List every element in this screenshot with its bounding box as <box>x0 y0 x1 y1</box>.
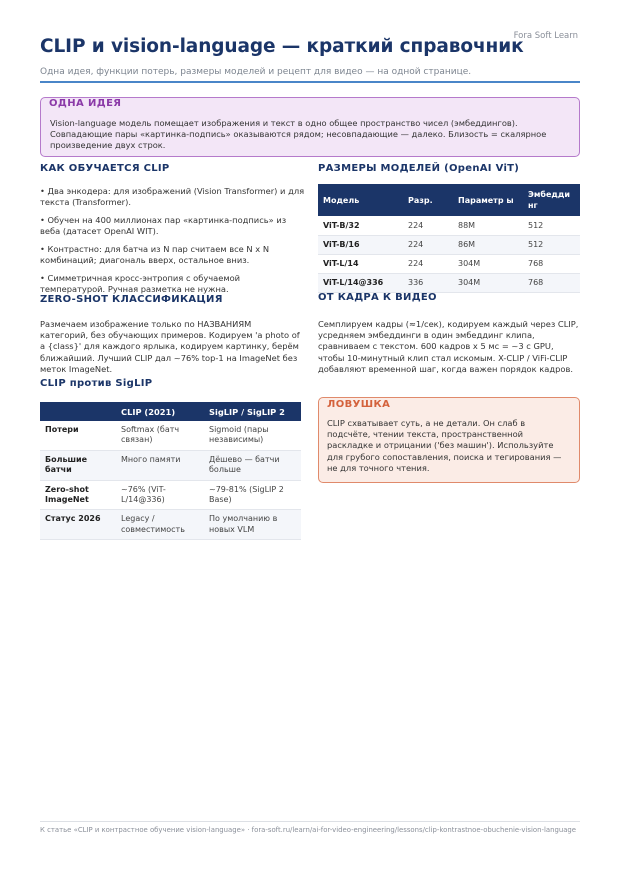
idea-text: Vision-language модель помещает изображения и текст в одно общее пространство чисел (эмбеддингов). Совпадающие пары «картинка-подпись» оказываются рядом; несовпадающие — далеко. Близость = скалярное произведение двух строк. <box>50 118 547 151</box>
table-cell: 512 <box>523 235 580 254</box>
idea-title: ОДНА ИДЕЯ <box>49 98 122 109</box>
table-row <box>40 480 301 510</box>
table-cell: Статус 2026 <box>40 510 116 540</box>
trap-text: CLIP схватывает суть, а не детали. Он слаб в подсчёте, чтении текста, пространственной раскладке и отрицании ('без машин'). Используйте для грубого сопоставления, поиска и тегирования — не для точного чтения. <box>327 418 562 473</box>
table-header-row <box>40 402 301 421</box>
table-cell: Softmax (батч связан) <box>116 421 204 450</box>
table-cell: 336 <box>403 273 453 292</box>
table-cell: ViT-B/32 <box>318 216 403 235</box>
compare-table <box>40 402 301 540</box>
table-cell: ~79-81% (SigLIP 2 Base) <box>204 480 301 510</box>
table-row <box>318 254 580 273</box>
table-header-row <box>318 184 580 216</box>
table-header: CLIP (2021) <box>116 402 204 421</box>
table-header: Эмбедди нг <box>523 184 580 216</box>
video-heading: ОТ КАДРА К ВИДЕО <box>318 292 437 303</box>
table-cell: Sigmoid (пары независимы) <box>204 421 301 450</box>
table-row <box>318 216 580 235</box>
list-item: • Обучен на 400 миллионах пар «картинка-подпись» из веба (датасет OpenAI WIT). <box>40 215 287 237</box>
table-cell: 224 <box>403 254 453 273</box>
table-cell: Legacy / совместимость <box>116 510 204 540</box>
table-cell: Дёшево — батчи больше <box>204 450 301 480</box>
zeroshot-heading: ZERO-SHOT КЛАССИФИКАЦИЯ <box>40 294 223 305</box>
table-cell: 304M <box>453 254 523 273</box>
table-cell: 88M <box>453 216 523 235</box>
header-divider <box>40 81 580 83</box>
sizes-heading: РАЗМЕРЫ МОДЕЛЕЙ (OpenAI ViT) <box>318 163 520 174</box>
idea-callout <box>40 97 580 157</box>
trap-title: ЛОВУШКА <box>327 399 391 410</box>
table-header: Разр. <box>403 184 453 216</box>
table-cell: Много памяти <box>116 450 204 480</box>
table-cell: 768 <box>523 254 580 273</box>
list-item: • Два энкодера: для изображений (Vision Transformer) и для текста (Transformer). <box>40 186 305 208</box>
table-cell: Потери <box>40 421 116 450</box>
trap-callout <box>318 397 580 483</box>
table-cell: 768 <box>523 273 580 292</box>
table-header: Параметр ы <box>453 184 523 216</box>
table-row <box>40 421 301 450</box>
page-title: CLIP и vision-language — краткий справочник <box>40 36 524 57</box>
brand-label: Fora Soft Learn <box>513 31 578 41</box>
zeroshot-text: Размечаем изображение только по НАЗВАНИЯМ категорий, без обучающих примеров. Кодируем 'a photo of a {class}' для каждого ярлыка, кодируем картинку, берём ближайший. Лучший CLIP дал ~76% top-1 на ImageNet без меток ImageNet. <box>40 319 300 374</box>
video-text: Семплируем кадры (≈1/сек), кодируем каждый через CLIP, усредняем эмбеддинги в один эмбеддинг клипа, сравниваем с текстом. 600 кадров x 5 мс = ~3 с GPU, чтобы 10-минутный клип стал искомым. X-CLIP / ViFi-CLIP добавляют временной шаг, когда важен порядок кадров. <box>318 319 579 374</box>
table-cell: 512 <box>523 216 580 235</box>
table-header <box>40 402 116 421</box>
table-cell: ViT-L/14@336 <box>318 273 403 292</box>
table-cell: ViT-L/14 <box>318 254 403 273</box>
training-heading: КАК ОБУЧАЕТСЯ CLIP <box>40 163 170 174</box>
table-row <box>40 450 301 480</box>
compare-heading: CLIP против SigLIP <box>40 378 153 389</box>
table-header: Модель <box>318 184 403 216</box>
table-cell: ViT-B/16 <box>318 235 403 254</box>
footer-source: К статье «CLIP и контрастное обучение vision-language» · fora-soft.ru/learn/ai-for-video-engineering/lessons/clip-kontrastnoe-obuchenie-vision-language <box>40 826 577 834</box>
footer-divider <box>40 821 580 822</box>
list-item: • Контрастно: для батча из N пар считаем все N x N комбинаций; диагональ вверх, остальное вниз. <box>40 244 270 266</box>
table-row <box>318 273 580 292</box>
table-cell: Большие батчи <box>40 450 116 480</box>
table-cell: Zero-shot ImageNet <box>40 480 116 510</box>
page-subtitle: Одна идея, функции потерь, размеры моделей и рецепт для видео — на одной странице. <box>40 67 472 77</box>
list-item: • Симметричная кросс-энтропия с обучаемой температурой. Ручная разметка не нужна. <box>40 273 241 295</box>
table-cell: ~76% (ViT-L/14@336) <box>116 480 204 510</box>
training-list <box>40 186 305 302</box>
table-cell: По умолчанию в новых VLM <box>204 510 301 540</box>
sizes-table <box>318 184 580 293</box>
table-header: SigLIP / SigLIP 2 <box>204 402 301 421</box>
table-row <box>40 510 301 540</box>
table-cell: 224 <box>403 235 453 254</box>
table-cell: 224 <box>403 216 453 235</box>
table-cell: 86M <box>453 235 523 254</box>
table-cell: 304M <box>453 273 523 292</box>
table-row <box>318 235 580 254</box>
